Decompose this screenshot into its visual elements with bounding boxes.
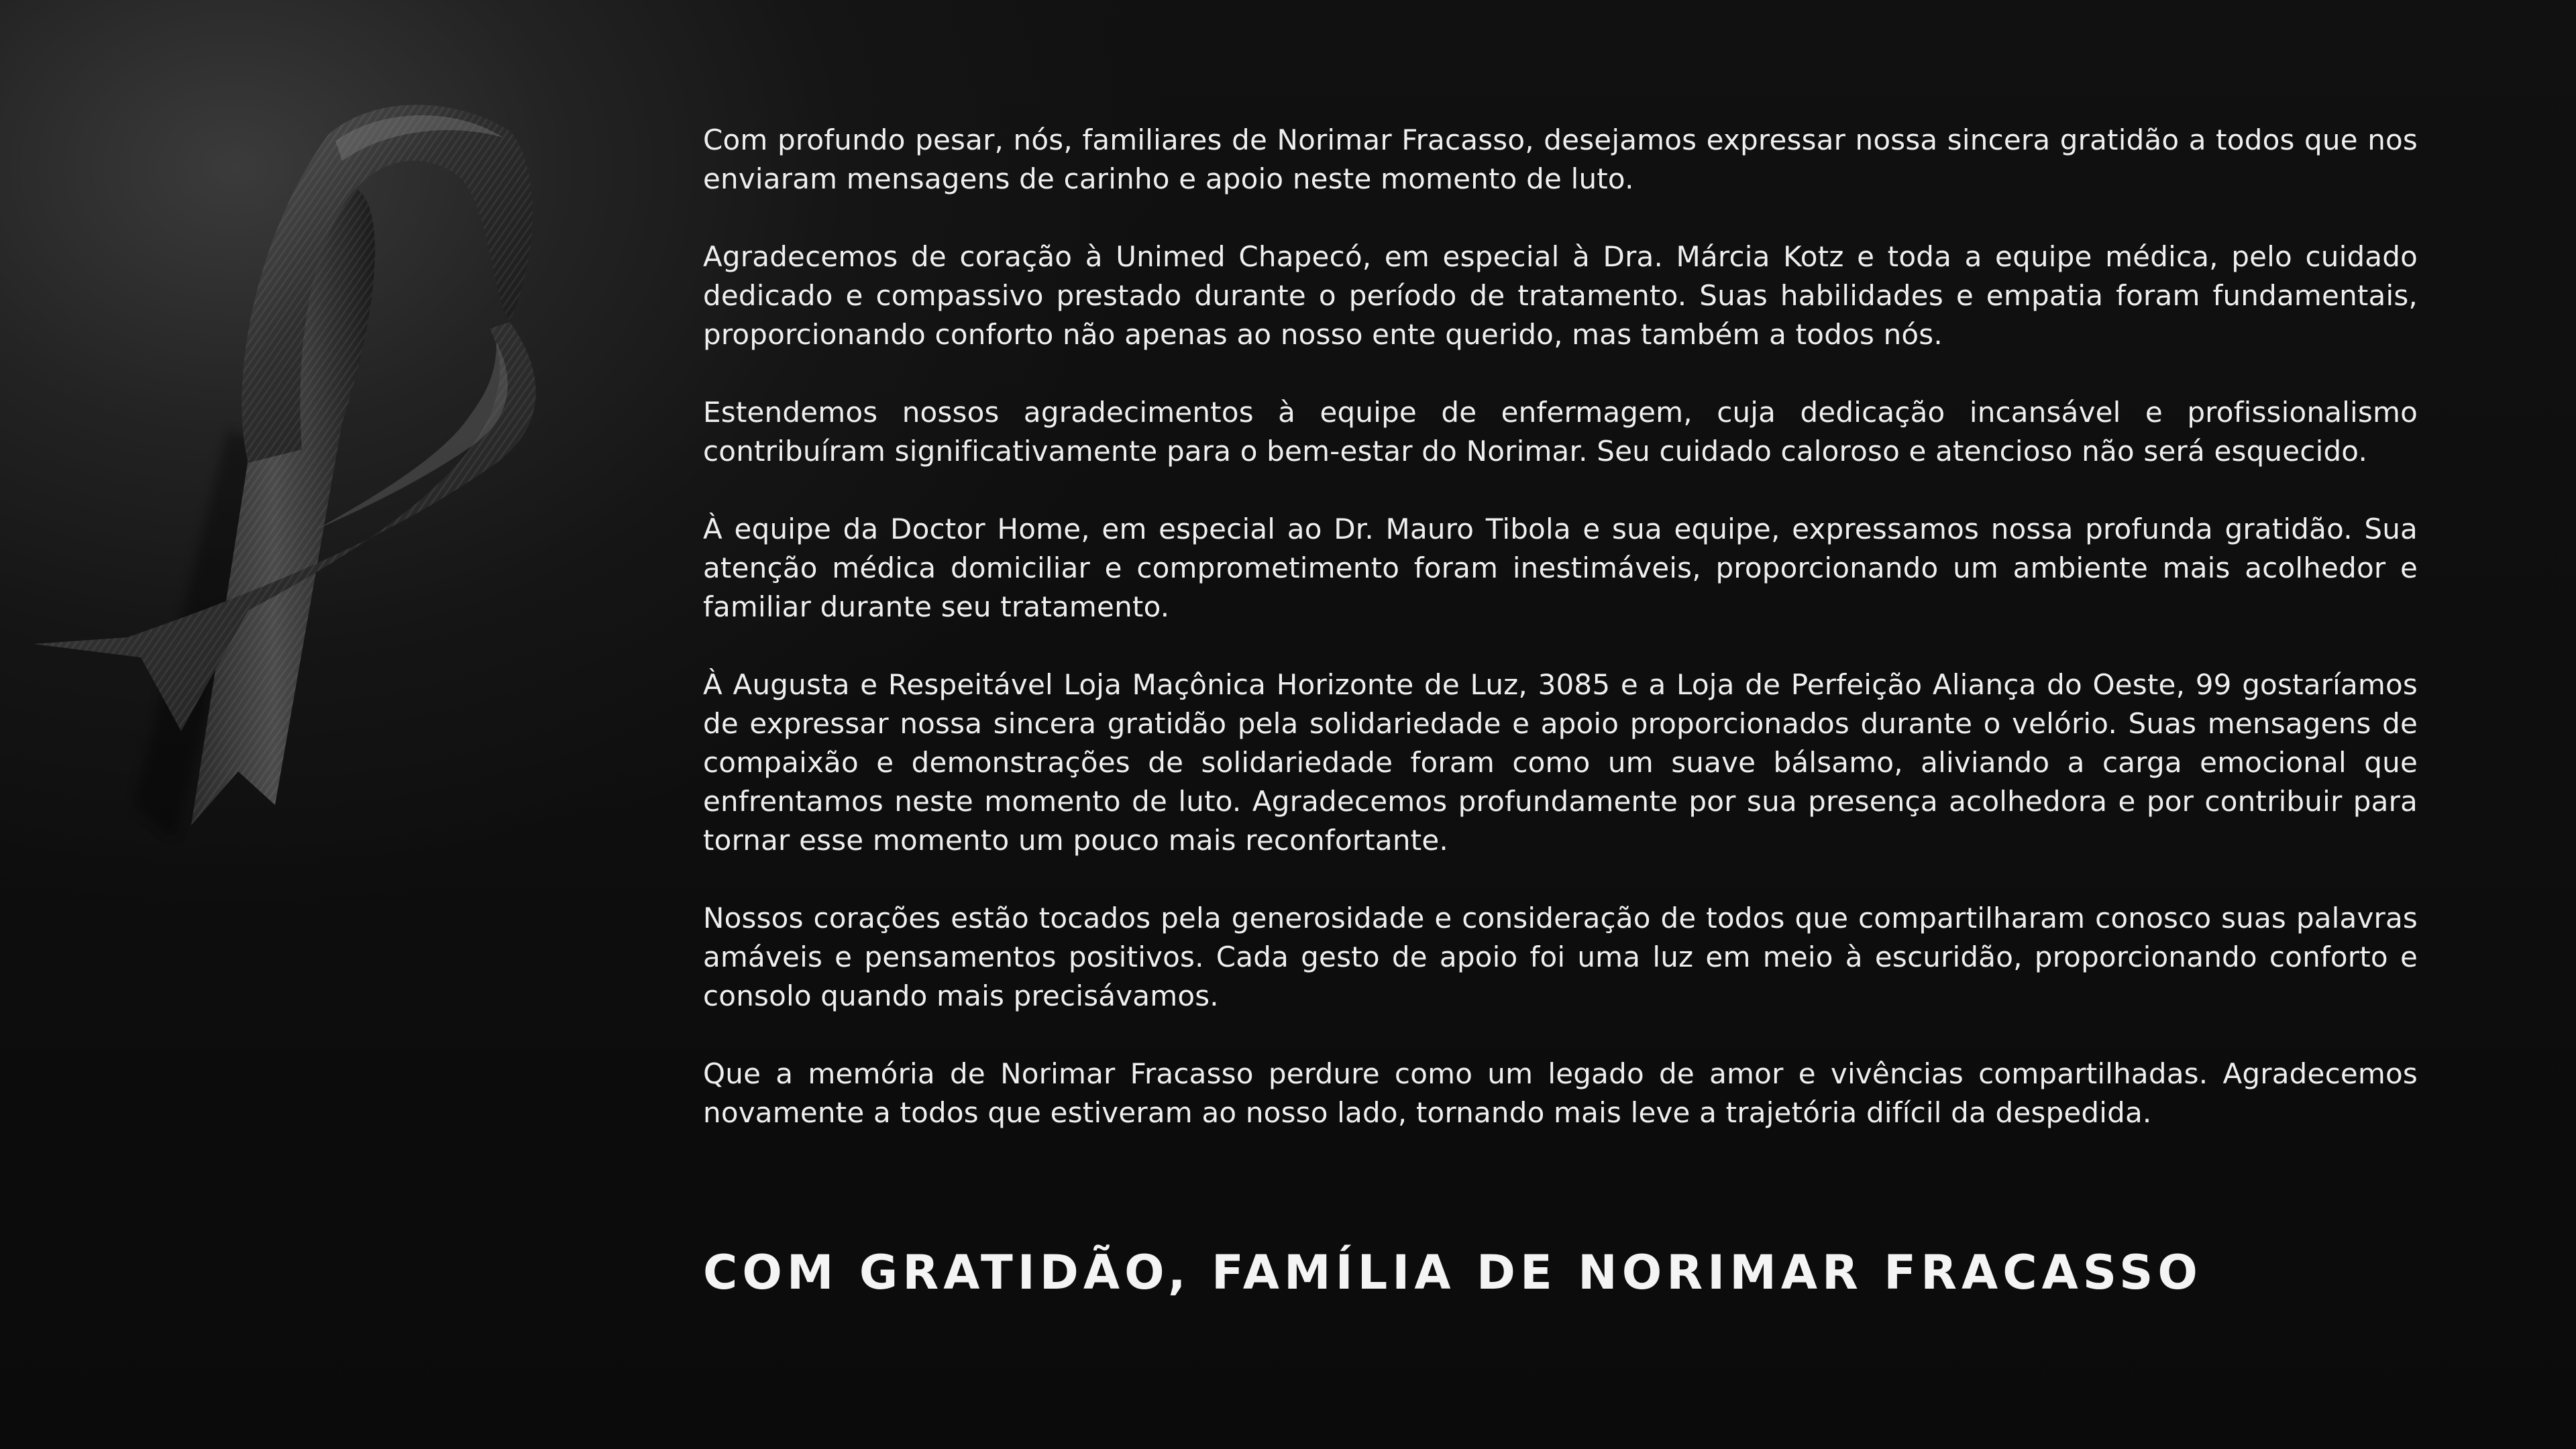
paragraph-memory: Que a memória de Norimar Fracasso perdure como um legado de amor e vivências compartilhadas. Agradecemos novamente a todos que estiveram ao nosso lado, tornando mais leve a trajetória difícil da despedida. (703, 1057, 2418, 1129)
paragraph-unimed: Agradecemos de coração à Unimed Chapecó, em especial à Dra. Márcia Kotz e toda a equipe médica, pelo cuidado dedicado e compassivo prestado durante o período de tratamento. Suas habilidades e empatia foram fundamentais, proporcionando conforto não apenas ao nosso ente querido, mas também a todos nós. (703, 240, 2418, 351)
signature: COM GRATIDÃO, FAMÍLIA DE NORIMAR FRACASSO (703, 1245, 2202, 1300)
paragraph-opening: Com profundo pesar, nós, familiares de Norimar Fracasso, desejamos expressar nossa sincera gratidão a todos que nos enviaram mensagens de carinho e apoio neste momento de luto. (703, 123, 2418, 195)
letter-body (703, 121, 2418, 1132)
mourning-ribbon-icon (27, 101, 631, 845)
paragraph-doctor-home: À equipe da Doctor Home, em especial ao Dr. Mauro Tibola e sua equipe, expressamos nossa profunda gratidão. Sua atenção médica domiciliar e comprometimento foram inestimáveis, proporcionando um ambiente mais acolhedor e familiar durante seu tratamento. (703, 513, 2418, 623)
paragraph-hearts: Nossos corações estão tocados pela generosidade e consideração de todos que compartilharam conosco suas palavras amáveis e pensamentos positivos. Cada gesto de apoio foi uma luz em meio à escuridão, proporcionando conforto e consolo quando mais precisávamos. (703, 902, 2418, 1012)
paragraph-nursing: Estendemos nossos agradecimentos à equipe de enfermagem, cuja dedicação incansável e profissionalismo contribuíram significativamente para o bem-estar do Norimar. Seu cuidado caloroso e atencioso não será esquecido. (703, 396, 2418, 468)
paragraph-masonic-lodge: À Augusta e Respeitável Loja Maçônica Horizonte de Luz, 3085 e a Loja de Perfeição Aliança do Oeste, 99 gostaríamos de expressar nossa sincera gratidão pela solidariedade e apoio proporcionados durante o velório. Suas mensagens de compaixão e demonstrações de solidariedade foram como um suave bálsamo, aliviando a carga emocional que enfrentamos neste momento de luto. Agradecemos profundamente por sua presença acolhedora e por contribuir para tornar esse momento um pouco mais reconfortante. (703, 668, 2418, 857)
